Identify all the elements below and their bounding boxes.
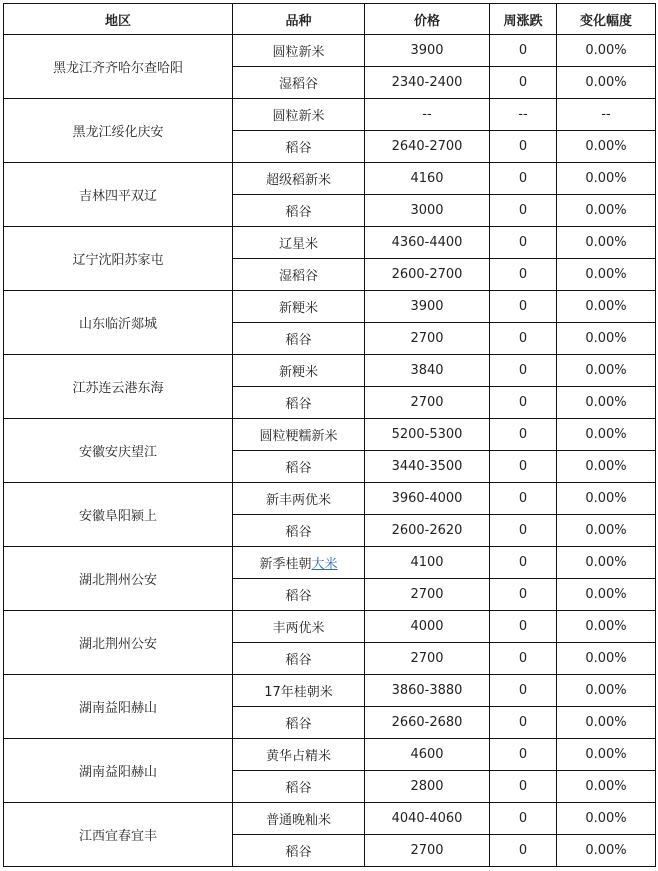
table-row: [4, 739, 656, 771]
change-pct-cell: 0.00%: [557, 675, 656, 707]
variety-cell: [233, 707, 365, 739]
change-pct-cell: 0.00%: [557, 579, 656, 611]
price-cell: 3900: [365, 35, 490, 67]
change-pct-cell: 0.00%: [557, 195, 656, 227]
variety-text: 圆粒新米: [272, 109, 325, 124]
variety-cell: [233, 195, 365, 227]
variety-cell: [233, 643, 365, 675]
weekly-change-cell: 0: [490, 67, 557, 99]
price-cell: 4040-4060: [365, 803, 490, 835]
change-pct-cell: 0.00%: [557, 419, 656, 451]
change-pct-cell: 0.00%: [557, 803, 656, 835]
region-cell: 江西宜春宜丰: [4, 803, 233, 867]
change-pct-cell: 0.00%: [557, 739, 656, 771]
weekly-change-cell: 0: [490, 515, 557, 547]
variety-text: 新粳米: [278, 301, 318, 316]
header-variety: 品种: [233, 4, 365, 35]
variety-cell: [233, 323, 365, 355]
variety-cell: [233, 131, 365, 163]
variety-text: 稻谷: [285, 205, 312, 220]
variety-cell: [233, 675, 365, 707]
price-cell: 4000: [365, 611, 490, 643]
price-cell: 2660-2680: [365, 707, 490, 739]
weekly-change-cell: 0: [490, 35, 557, 67]
price-cell: 2800: [365, 771, 490, 803]
variety-text: 新粳米: [278, 365, 318, 380]
region-cell: 湖南益阳赫山: [4, 739, 233, 803]
variety-text: 超级稻新米: [265, 173, 331, 188]
variety-cell: [233, 163, 365, 195]
table-row: [4, 355, 656, 387]
region-cell: 山东临沂郯城: [4, 291, 233, 355]
price-cell: 3440-3500: [365, 451, 490, 483]
variety-text: 稻谷: [285, 845, 312, 860]
price-cell: 4360-4400: [365, 227, 490, 259]
region-cell: 湖北荆州公安: [4, 611, 233, 675]
header-row: [4, 4, 656, 35]
weekly-change-cell: 0: [490, 835, 557, 867]
change-pct-cell: 0.00%: [557, 451, 656, 483]
variety-text: 稻谷: [285, 717, 312, 732]
price-cell: 2700: [365, 323, 490, 355]
variety-cell: [233, 771, 365, 803]
variety-text: 稻谷: [285, 397, 312, 412]
price-cell: 4600: [365, 739, 490, 771]
variety-cell: [233, 355, 365, 387]
change-pct-cell: 0.00%: [557, 611, 656, 643]
table-row: [4, 99, 656, 131]
region-cell: 安徽安庆望江: [4, 419, 233, 483]
weekly-change-cell: 0: [490, 195, 557, 227]
price-cell: 2700: [365, 643, 490, 675]
variety-cell: [233, 291, 365, 323]
change-pct-cell: 0.00%: [557, 227, 656, 259]
rice-price-table: [3, 3, 656, 867]
variety-text: 稻谷: [285, 141, 312, 156]
price-cell: 2700: [365, 579, 490, 611]
variety-text: 稻谷: [285, 781, 312, 796]
change-pct-cell: 0.00%: [557, 131, 656, 163]
change-pct-cell: 0.00%: [557, 643, 656, 675]
weekly-change-cell: 0: [490, 291, 557, 323]
variety-cell: [233, 259, 365, 291]
table-row: [4, 803, 656, 835]
variety-text: 稻谷: [285, 589, 312, 604]
variety-link[interactable]: 大米: [311, 557, 338, 572]
variety-cell: [233, 387, 365, 419]
variety-cell: [233, 579, 365, 611]
variety-text: 黄华占精米: [265, 749, 331, 764]
variety-text: 稻谷: [285, 333, 312, 348]
price-cell: 3860-3880: [365, 675, 490, 707]
variety-text: 新丰两优米: [265, 493, 331, 508]
table-row: [4, 483, 656, 515]
variety-cell: [233, 451, 365, 483]
price-cell: 2340-2400: [365, 67, 490, 99]
variety-text: 圆粒新米: [272, 45, 325, 60]
variety-cell: [233, 611, 365, 643]
variety-text: 稻谷: [285, 461, 312, 476]
change-pct-cell: 0.00%: [557, 515, 656, 547]
weekly-change-cell: 0: [490, 451, 557, 483]
table-row: [4, 163, 656, 195]
variety-cell: [233, 35, 365, 67]
price-cell: 3000: [365, 195, 490, 227]
weekly-change-cell: 0: [490, 739, 557, 771]
weekly-change-cell: 0: [490, 707, 557, 739]
price-cell: 3900: [365, 291, 490, 323]
table-row: [4, 675, 656, 707]
weekly-change-cell: 0: [490, 163, 557, 195]
variety-text: 17年桂朝米: [264, 685, 333, 700]
variety-cell: [233, 515, 365, 547]
table-body: [4, 35, 656, 867]
variety-text: 新季桂朝: [259, 557, 312, 572]
price-cell: 4100: [365, 547, 490, 579]
change-pct-cell: 0.00%: [557, 387, 656, 419]
variety-cell: [233, 547, 365, 579]
weekly-change-cell: 0: [490, 771, 557, 803]
change-pct-cell: --: [557, 99, 656, 131]
price-cell: 2700: [365, 835, 490, 867]
table-row: [4, 227, 656, 259]
price-cell: 5200-5300: [365, 419, 490, 451]
weekly-change-cell: 0: [490, 675, 557, 707]
region-cell: 湖北荆州公安: [4, 547, 233, 611]
variety-text: 丰两优米: [272, 621, 325, 636]
change-pct-cell: 0.00%: [557, 835, 656, 867]
price-cell: 3840: [365, 355, 490, 387]
variety-cell: [233, 227, 365, 259]
variety-text: 湿稻谷: [278, 269, 318, 284]
weekly-change-cell: 0: [490, 387, 557, 419]
change-pct-cell: 0.00%: [557, 163, 656, 195]
change-pct-cell: 0.00%: [557, 323, 656, 355]
header-change-pct: 变化幅度: [557, 4, 656, 35]
weekly-change-cell: 0: [490, 259, 557, 291]
price-cell: 2600-2700: [365, 259, 490, 291]
region-cell: 湖南益阳赫山: [4, 675, 233, 739]
variety-cell: [233, 99, 365, 131]
price-cell: 3960-4000: [365, 483, 490, 515]
variety-cell: [233, 835, 365, 867]
variety-text: 稻谷: [285, 525, 312, 540]
variety-text: 稻谷: [285, 653, 312, 668]
variety-cell: [233, 739, 365, 771]
region-cell: 辽宁沈阳苏家屯: [4, 227, 233, 291]
price-cell: 2640-2700: [365, 131, 490, 163]
change-pct-cell: 0.00%: [557, 291, 656, 323]
weekly-change-cell: 0: [490, 355, 557, 387]
variety-text: 普通晚籼米: [265, 813, 331, 828]
change-pct-cell: 0.00%: [557, 547, 656, 579]
region-cell: 吉林四平双辽: [4, 163, 233, 227]
price-cell: --: [365, 99, 490, 131]
weekly-change-cell: 0: [490, 643, 557, 675]
weekly-change-cell: --: [490, 99, 557, 131]
region-cell: 黑龙江齐齐哈尔查哈阳: [4, 35, 233, 99]
table-row: [4, 291, 656, 323]
change-pct-cell: 0.00%: [557, 707, 656, 739]
change-pct-cell: 0.00%: [557, 771, 656, 803]
variety-text: 圆粒粳糯新米: [259, 429, 338, 444]
variety-cell: [233, 419, 365, 451]
weekly-change-cell: 0: [490, 323, 557, 355]
header-weekly-change: 周涨跌: [490, 4, 557, 35]
header-price: 价格: [365, 4, 490, 35]
region-cell: 黑龙江绥化庆安: [4, 99, 233, 163]
weekly-change-cell: 0: [490, 227, 557, 259]
change-pct-cell: 0.00%: [557, 355, 656, 387]
region-cell: 安徽阜阳颍上: [4, 483, 233, 547]
weekly-change-cell: 0: [490, 131, 557, 163]
price-cell: 2600-2620: [365, 515, 490, 547]
table-row: [4, 547, 656, 579]
weekly-change-cell: 0: [490, 483, 557, 515]
price-cell: 4160: [365, 163, 490, 195]
weekly-change-cell: 0: [490, 547, 557, 579]
variety-cell: [233, 483, 365, 515]
change-pct-cell: 0.00%: [557, 35, 656, 67]
change-pct-cell: 0.00%: [557, 259, 656, 291]
weekly-change-cell: 0: [490, 803, 557, 835]
variety-cell: [233, 803, 365, 835]
header-region: 地区: [4, 4, 233, 35]
weekly-change-cell: 0: [490, 579, 557, 611]
change-pct-cell: 0.00%: [557, 483, 656, 515]
change-pct-cell: 0.00%: [557, 67, 656, 99]
price-cell: 2700: [365, 387, 490, 419]
variety-cell: [233, 67, 365, 99]
variety-text: 辽星米: [278, 237, 318, 252]
table-row: [4, 35, 656, 67]
variety-text: 湿稻谷: [278, 77, 318, 92]
table-row: [4, 611, 656, 643]
table-row: [4, 419, 656, 451]
weekly-change-cell: 0: [490, 419, 557, 451]
weekly-change-cell: 0: [490, 611, 557, 643]
region-cell: 江苏连云港东海: [4, 355, 233, 419]
